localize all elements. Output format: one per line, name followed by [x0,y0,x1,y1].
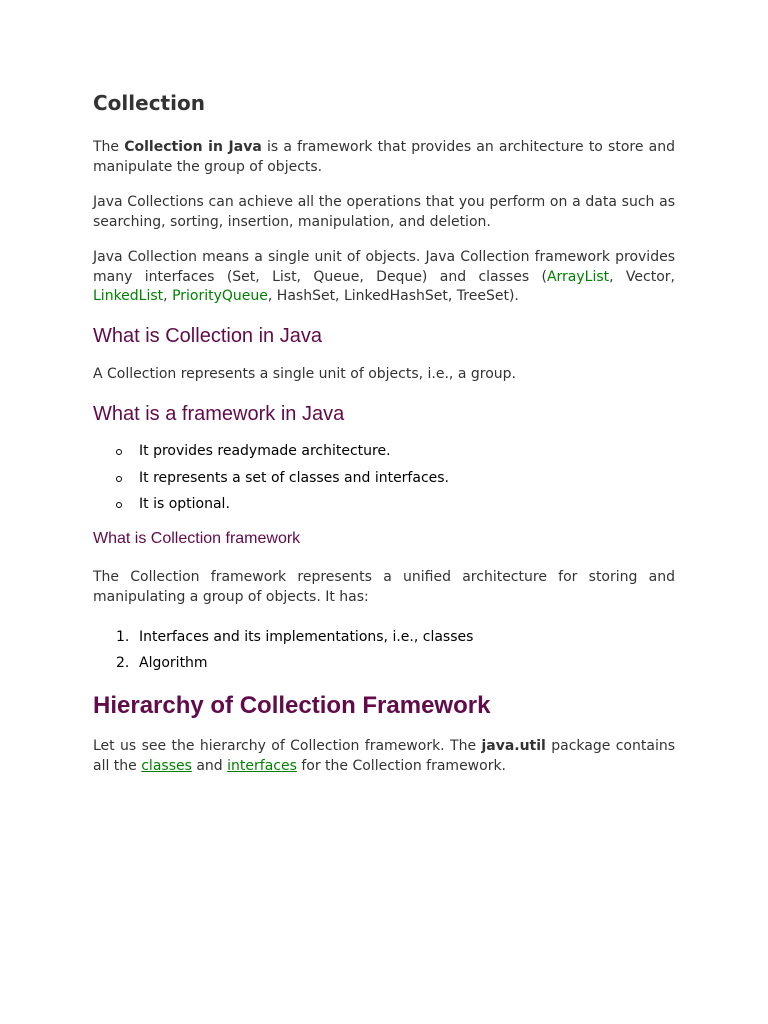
section4-text [93,737,675,776]
framework-bullet-list [93,442,675,514]
list-item-text: Interfaces and its implementations, i.e., classes [139,629,474,645]
section-heading-collection-in-java: What is Collection in Java [93,324,322,347]
section1-text: A Collection represents a single unit of objects, i.e., a group. [93,365,516,382]
list-number: 2. [116,655,130,671]
list-item-text: It is optional. [139,496,230,512]
circle-bullet-icon [116,502,122,508]
classes-link[interactable]: classes [141,757,192,774]
document-page [93,88,675,792]
list-item [93,495,675,514]
section4-prefix: Let us see the hierarchy of Collection framework. The [93,738,482,754]
list-number: 1. [116,629,130,645]
list-item-text: Algorithm [139,655,208,671]
list-item [93,469,675,488]
intro-paragraph-3 [93,248,675,307]
list-item [93,442,675,461]
section-heading-collection-framework: What is Collection framework [93,530,301,547]
circle-bullet-icon [116,449,122,455]
intro-paragraph-1 [93,138,675,177]
section4-and: and [191,757,228,774]
list-item-text: It represents a set of classes and interfaces. [139,469,449,486]
section4-mid: package contains all the [93,738,675,774]
arraylist-link[interactable]: ArrayList [546,268,610,285]
section3-text: The Collection framework represents a unified architecture for storing and manipulating a group of objects. It has: [93,569,675,605]
linkedlist-link[interactable]: LinkedList [93,288,164,304]
intro-p1-bold: Collection in Java [124,139,262,155]
framework-numbered-list [93,628,675,673]
section-heading-hierarchy: Hierarchy of Collection Framework [93,692,491,719]
section-heading-framework-in-java: What is a framework in Java [93,403,345,425]
list-item-text: It provides readymade architecture. [139,443,391,459]
circle-bullet-icon [116,476,122,482]
list-item [93,628,675,647]
section4-suffix: for the Collection framework. [296,757,507,774]
priorityqueue-link[interactable]: PriorityQueue [172,288,268,304]
page-title: Collection [93,91,205,115]
interfaces-link[interactable]: interfaces [227,757,297,774]
intro-p1-prefix: The [93,139,125,155]
intro-p3-suffix: , HashSet, LinkedHashSet, TreeSet). [267,288,519,304]
intro-p3-prefix: Java Collection means a single unit of objects. Java Collection framework provides many interfaces (Set, List, Queue, Deque) and classes ( [93,249,675,285]
list-item [93,654,675,673]
intro-p3-mid1: , Vector, [609,268,675,285]
java-util-bold: java.util [481,738,546,754]
intro-p1-rest: is a framework that provides an architecture to store and manipulate the group of objects. [93,139,675,175]
intro-p3-mid2: , [163,288,173,304]
intro-paragraph-2: Java Collections can achieve all the operations that you perform on a data such as searching, sorting, insertion, manipulation, and deletion. [93,194,675,230]
